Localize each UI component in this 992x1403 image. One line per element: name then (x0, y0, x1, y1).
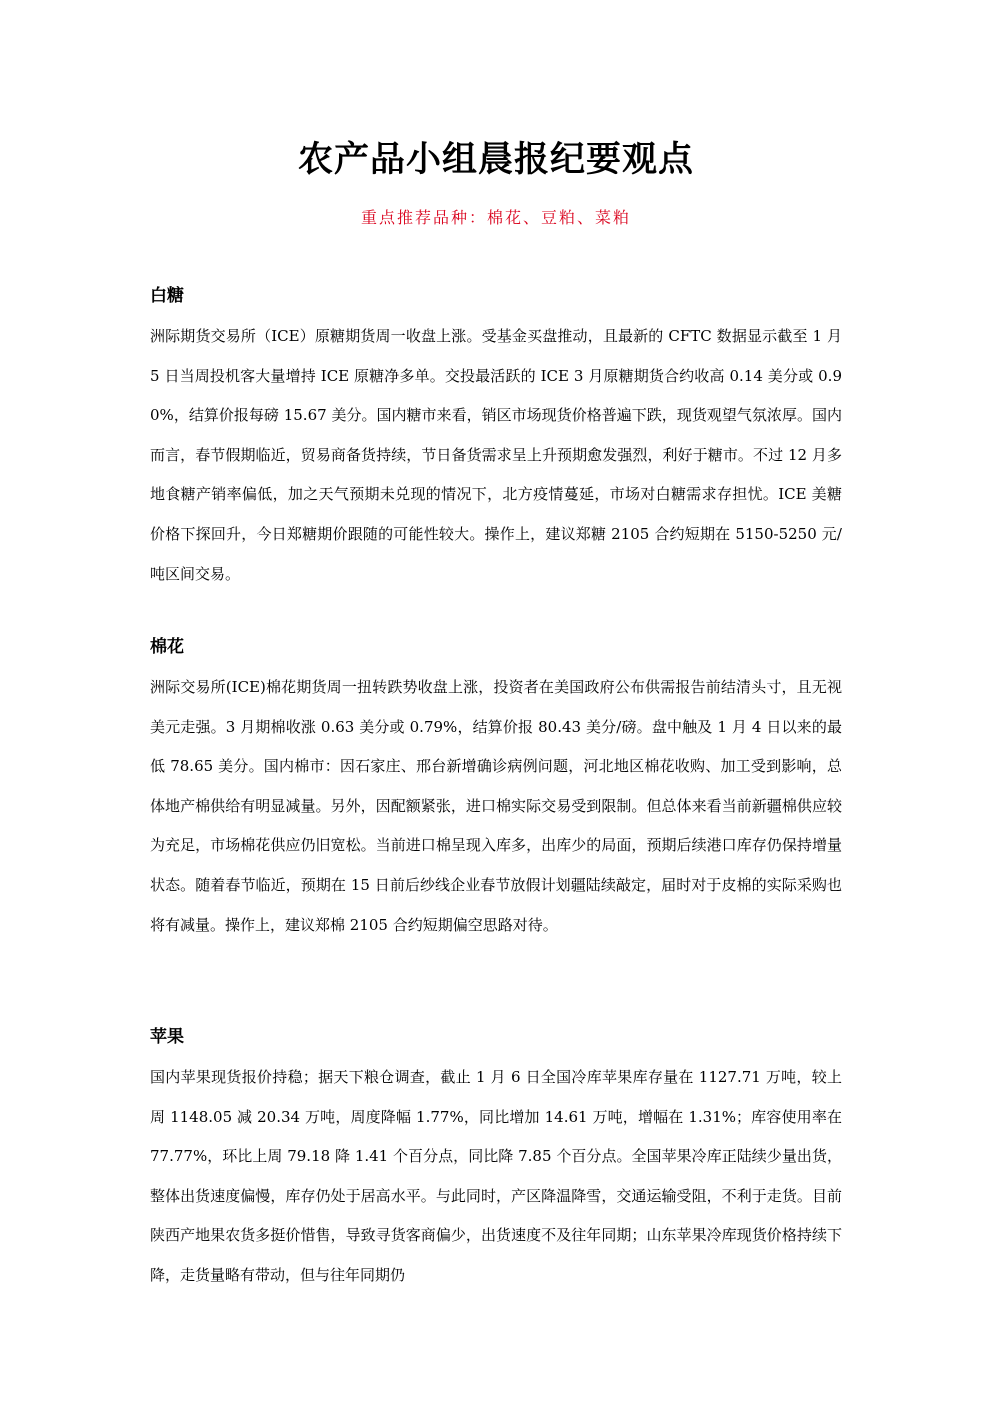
recommended-varieties-subtitle: 重点推荐品种：棉花、豆粕、菜粕 (360, 208, 631, 227)
section-body-apple: 国内苹果现货报价持稳；据天下粮仓调查，截止 1 月 6 日全国冷库苹果库存量在 1127.71 万吨，较上周 1148.05 减 20.34 万吨，周度降幅 1.77%，同比增加 14.61 万吨，增幅在 1.31%；库容使用率在 77.77%，环比上周 79.18 降 1.41 个百分点，同比降 7.85 个百分点。全国苹果冷库正陆续少量出货，整体出货速度偏慢，库存仍处于居高水平。与此同时，产区降温降雪，交通运输受阻，不利于走货。目前陕西产地果农货多挺价惜售，导致寻货客商偏少，出货速度不及往年同期；山东苹果冷库现货价格持续下降，走货量略有带动，但与往年同期仍 (150, 1068, 842, 1284)
document-title: 农产品小组晨报纪要观点 (297, 140, 694, 180)
section-heading-sugar: 白糖 (150, 286, 184, 306)
section-heading-cotton: 棉花 (150, 637, 184, 657)
section-heading-apple: 苹果 (150, 1027, 184, 1047)
section-body-sugar: 洲际期货交易所（ICE）原糖期货周一收盘上涨。受基金买盘推动，且最新的 CFTC 数据显示截至 1 月 5 日当周投机客大量增持 ICE 原糖净多单。交投最活跃的 ICE 3 月原糖期货合约收高 0.14 美分或 0.90%，结算价报每磅 15.67 美分。国内糖市来看，销区市场现货价格普遍下跌，现货观望气氛浓厚。国内而言，春节假期临近，贸易商备货持续，节日备货需求呈上升预期愈发强烈，利好于糖市。不过 12 月多地食糖产销率偏低，加之天气预期未兑现的情况下，北方疫情蔓延，市场对白糖需求存担忧。ICE 美糖价格下探回升，今日郑糖期价跟随的可能性较大。操作上，建议郑糖 2105 合约短期在 5150-5250 元/吨区间交易。 (150, 327, 842, 583)
section-sugar (150, 284, 842, 594)
section-body-cotton: 洲际交易所(ICE)棉花期货周一扭转跌势收盘上涨，投资者在美国政府公布供需报告前结清头寸，且无视美元走强。3 月期棉收涨 0.63 美分或 0.79%，结算价报 80.43 美分/磅。盘中触及 1 月 4 日以来的最低 78.65 美分。国内棉市：因石家庄、邢台新增确诊病例问题，河北地区棉花收购、加工受到影响，总体地产棉供给有明显减量。另外，因配额紧张，进口棉实际交易受到限制。但总体来看当前新疆棉供应较为充足，市场棉花供应仍旧宽松。当前进口棉呈现入库多，出库少的局面，预期后续港口库存仍保持增量状态。随着春节临近，预期在 15 日前后纱线企业春节放假计划疆陆续敲定，届时对于皮棉的实际采购也将有减量。操作上，建议郑棉 2105 合约短期偏空思路对待。 (150, 678, 842, 934)
section-cotton (150, 635, 842, 945)
section-apple (150, 1025, 842, 1296)
